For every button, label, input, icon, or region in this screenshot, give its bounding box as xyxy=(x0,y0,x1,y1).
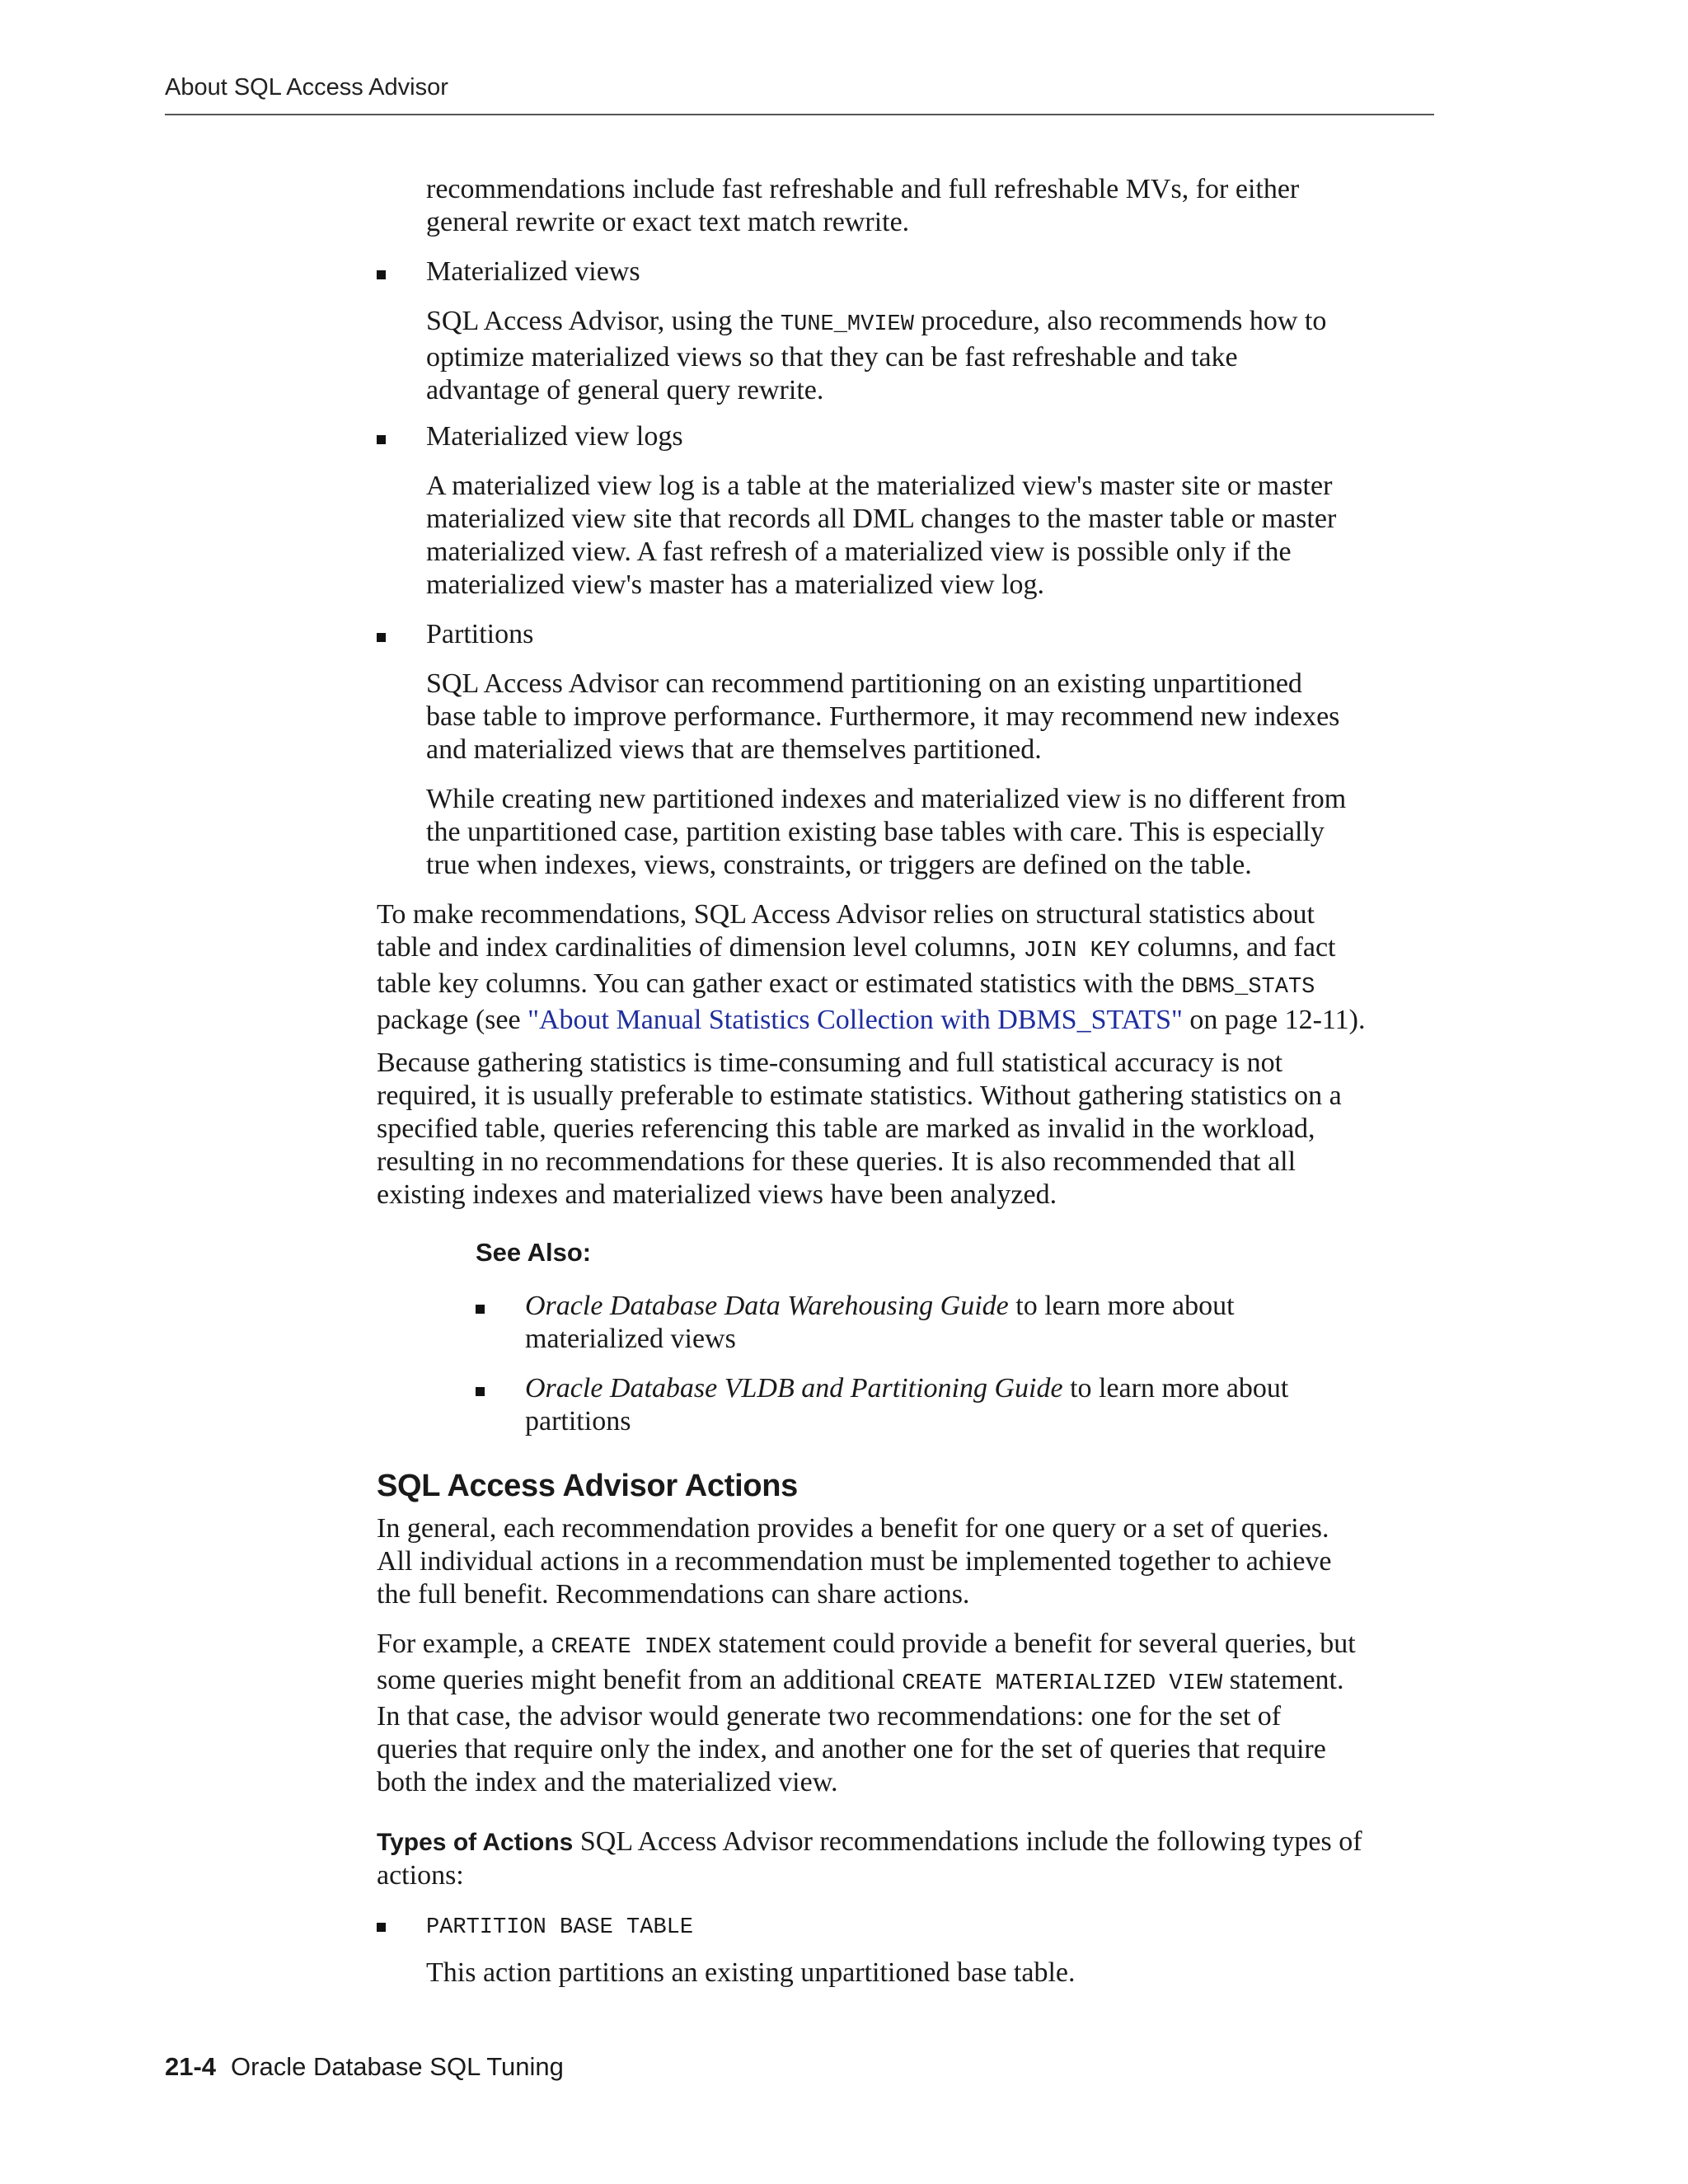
text-line: materialized view site that records all DML changes to the master table or master xyxy=(426,504,1337,534)
bullet-label-materialized-view-logs: Materialized view logs xyxy=(426,421,683,452)
text-line: base table to improve performance. Furthermore, it may recommend new indexes xyxy=(426,701,1340,732)
text-line: table and index cardinalities of dimension level columns, JOIN KEY columns, and fact xyxy=(377,932,1336,963)
running-header: About SQL Access Advisor xyxy=(165,74,448,101)
text-line: specified table, queries referencing this table are marked as invalid in the workload, xyxy=(377,1113,1315,1144)
book-title: Oracle Database Data Warehousing Guide xyxy=(525,1291,1009,1321)
text-line: package (see "About Manual Statistics Collection with DBMS_STATS" on page 12-11). xyxy=(377,1005,1366,1035)
text-line: A materialized view log is a table at the materialized view's master site or master xyxy=(426,471,1333,501)
see-also-heading: See Also: xyxy=(476,1238,592,1267)
text-line: actions: xyxy=(377,1860,464,1891)
section-heading-actions: SQL Access Advisor Actions xyxy=(377,1469,799,1503)
text-line: the unpartitioned case, partition existing base tables with care. This is especially xyxy=(426,817,1325,847)
text-line: the full benefit. Recommendations can share actions. xyxy=(377,1579,970,1610)
text-line: materialized view's master has a materialized view log. xyxy=(426,569,1045,600)
types-of-actions-paragraph xyxy=(377,1825,1362,1892)
text-line: Oracle Database VLDB and Partitioning Guide to learn more about xyxy=(525,1373,1289,1404)
text-line: SQL Access Advisor can recommend partitioning on an existing unpartitioned xyxy=(426,668,1302,699)
materialized-view-logs-paragraph xyxy=(426,470,1336,602)
book-name: Oracle Database SQL Tuning xyxy=(231,2052,564,2081)
see-also-item-vldb-partitioning xyxy=(525,1372,1288,1438)
bullet-label-partitions: Partitions xyxy=(426,619,534,649)
bullet-icon xyxy=(476,1387,485,1396)
text-line: Oracle Database Data Warehousing Guide to learn more about xyxy=(525,1291,1235,1321)
text-line: While creating new partitioned indexes and materialized view is no different from xyxy=(426,784,1347,814)
text-line: In that case, the advisor would generate two recommendations: one for the set of xyxy=(377,1701,1282,1732)
text-line: existing indexes and materialized views have been analyzed. xyxy=(377,1179,1057,1210)
book-title: Oracle Database VLDB and Partitioning Guide xyxy=(525,1373,1063,1404)
text-line: advantage of general query rewrite. xyxy=(426,375,824,405)
code-dbms-stats: DBMS_STATS xyxy=(1181,975,1315,1000)
text-line: To make recommendations, SQL Access Advisor relies on structural statistics about xyxy=(377,899,1315,930)
text-line: materialized view. A fast refresh of a materialized view is possible only if the xyxy=(426,537,1292,567)
text-line: and materialized views that are themselves partitioned. xyxy=(426,734,1042,765)
manual-statistics-link[interactable]: "About Manual Statistics Collection with DBMS_STATS" xyxy=(528,1005,1183,1035)
bullet-icon xyxy=(377,270,386,279)
text-line: general rewrite or exact text match rewrite. xyxy=(426,207,910,237)
text-line: resulting in no recommendations for these queries. It is also recommended that all xyxy=(377,1146,1296,1177)
text-line: queries that require only the index, and another one for the set of queries that require xyxy=(377,1734,1326,1765)
text-line: optimize materialized views so that they can be fast refreshable and take xyxy=(426,342,1238,373)
text-line: recommendations include fast refreshable and full refreshable MVs, for either xyxy=(426,174,1300,204)
text-line: Types of Actions SQL Access Advisor recommendations include the following types of xyxy=(377,1826,1362,1857)
code-create-materialized-view: CREATE MATERIALIZED VIEW xyxy=(902,1671,1223,1696)
bullet-icon xyxy=(377,1923,386,1932)
see-also-item-data-warehousing xyxy=(525,1290,1235,1356)
bullet-icon xyxy=(377,633,386,642)
text-line: In general, each recommendation provides a benefit for one query or a set of queries. xyxy=(377,1513,1329,1544)
estimate-statistics-paragraph xyxy=(377,1047,1342,1212)
text-line: materialized views xyxy=(525,1324,736,1354)
text-line: required, it is usually preferable to estimate statistics. Without gathering statistics on a xyxy=(377,1080,1342,1111)
action-item-partition-base-table xyxy=(426,1908,693,1944)
text-line: some queries might benefit from an additional CREATE MATERIALIZED VIEW statement. xyxy=(377,1665,1344,1696)
partitions-paragraph-1 xyxy=(426,668,1339,766)
statistics-paragraph xyxy=(377,898,1365,1037)
bullet-icon xyxy=(476,1305,485,1314)
bullet-icon xyxy=(377,435,386,444)
text-line: Because gathering statistics is time-consuming and full statistical accuracy is not xyxy=(377,1047,1283,1078)
text-line: All individual actions in a recommendation must be implemented together to achieve xyxy=(377,1546,1332,1577)
bullet-label-materialized-views: Materialized views xyxy=(426,256,640,287)
actions-paragraph-1 xyxy=(377,1512,1332,1611)
text-line: table key columns. You can gather exact or estimated statistics with the DBMS_STATS xyxy=(377,968,1315,1000)
materialized-views-paragraph xyxy=(426,305,1326,407)
text-line: true when indexes, views, constraints, or triggers are defined on the table. xyxy=(426,850,1252,880)
text-line: For example, a CREATE INDEX statement could provide a benefit for several queries, but xyxy=(377,1629,1356,1660)
code-join-key: JOIN KEY xyxy=(1023,939,1131,963)
run-in-heading: Types of Actions xyxy=(377,1829,574,1856)
header-rule xyxy=(165,114,1434,115)
text-line: both the index and the materialized view. xyxy=(377,1767,838,1797)
partitions-paragraph-2 xyxy=(426,783,1346,882)
text-line: SQL Access Advisor, using the TUNE_MVIEW procedure, also recommends how to xyxy=(426,306,1327,337)
actions-paragraph-2 xyxy=(377,1628,1356,1799)
code-create-index: CREATE INDEX xyxy=(551,1635,711,1660)
action-description: This action partitions an existing unpartitioned base table. xyxy=(426,1957,1076,1988)
text-line: partitions xyxy=(525,1406,631,1436)
page-number: 21-4 xyxy=(165,2052,217,2081)
code-partition-base-table: PARTITION BASE TABLE xyxy=(426,1915,694,1940)
code-tune-mview: TUNE_MVIEW xyxy=(780,312,914,337)
intro-paragraph xyxy=(426,173,1299,239)
page-footer xyxy=(165,2052,564,2082)
